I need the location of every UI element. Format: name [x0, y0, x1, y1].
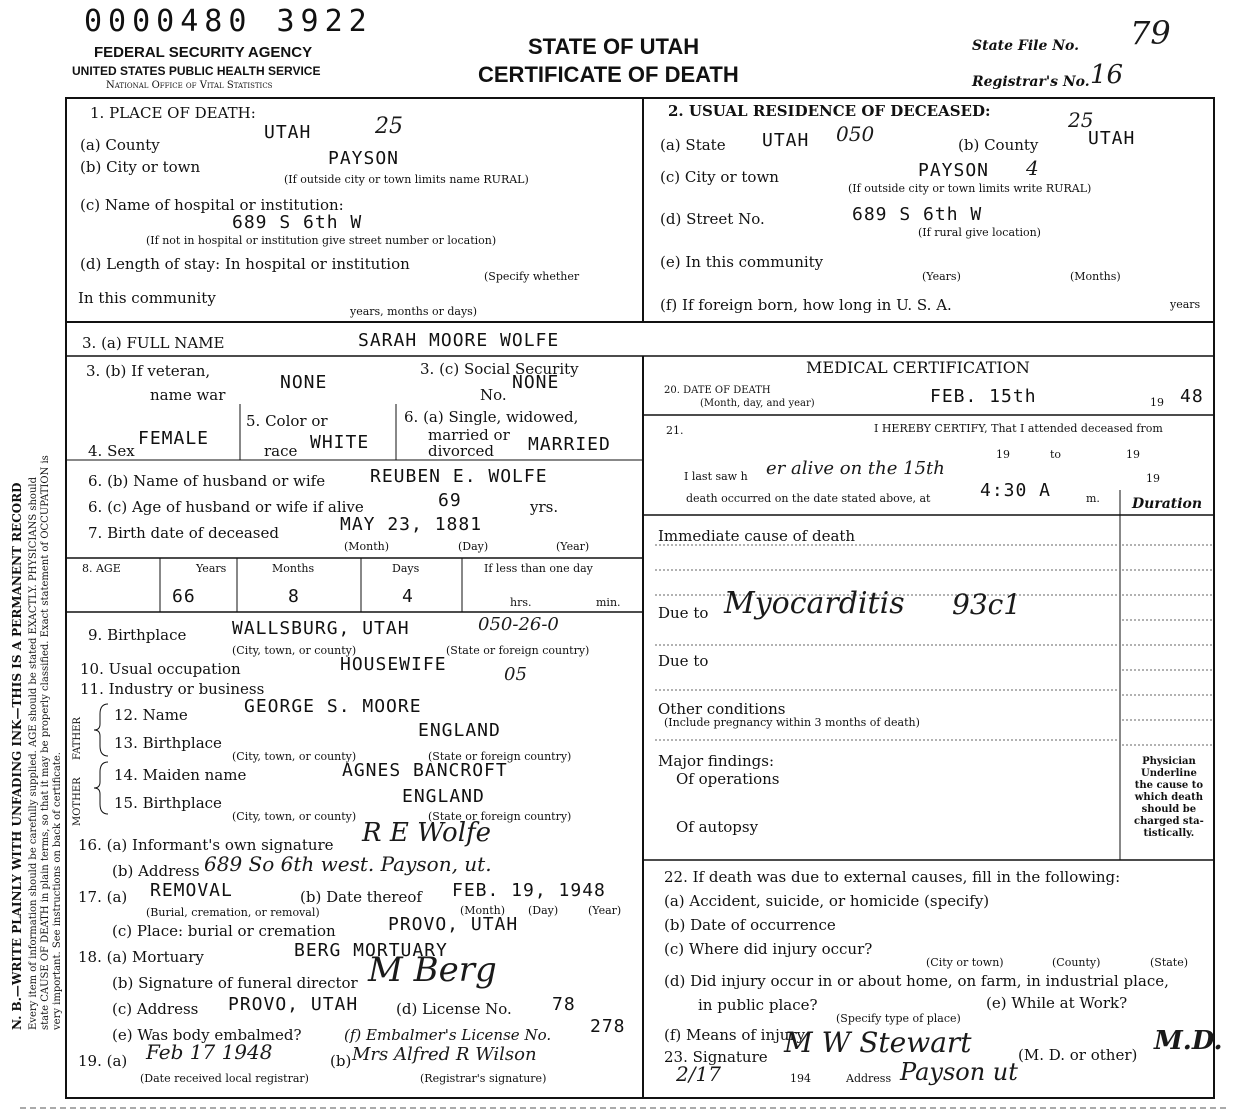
place-hospital-note: (If not in hospital or institution give street number or location) [146, 234, 497, 247]
agency: FEDERAL SECURITY AGENCY [94, 44, 313, 61]
death-year: 48 [1180, 386, 1204, 407]
res-state-code: 050 [836, 122, 875, 146]
physician-note-7: tistically. [1143, 828, 1195, 839]
birth-day-label: (Day) [458, 540, 489, 553]
registrar-number-value: 16 [1090, 60, 1124, 90]
attended-to-label: to [1050, 448, 1062, 461]
mother-name-label: 14. Maiden name [114, 766, 247, 784]
major-findings-label: Major findings: [658, 752, 775, 770]
informant-address: 689 So 6th west. Payson, ut. [204, 852, 492, 876]
res-state: UTAH [762, 130, 810, 151]
physician-address: Payson ut [900, 1058, 1018, 1086]
burial-place: PROVO, UTAH [388, 914, 519, 935]
physician-note-4: which death [1134, 792, 1204, 803]
office: National Office of Vital Statistics [106, 80, 273, 91]
res-foreign-label: (f) If foreign born, how long in U. S. A. [660, 296, 952, 314]
physician-note-2: Underline [1140, 768, 1197, 779]
father-birthplace: ENGLAND [418, 720, 501, 741]
license-value: 78 [552, 994, 576, 1015]
ssn-label: 3. (c) Social Security [420, 360, 579, 378]
veteran-label: 3. (b) If veteran, [86, 362, 211, 380]
color-sublabel: race [264, 442, 298, 460]
spouse-age-label: 6. (c) Age of husband or wife if alive [88, 498, 364, 516]
place-county-label: (a) County [80, 136, 160, 154]
time-m: m. [1086, 492, 1100, 505]
res-street: 689 S 6th W [852, 204, 983, 225]
physician-note-3: the cause to [1134, 780, 1204, 791]
color-label: 5. Color or [246, 412, 328, 430]
certify-text: I HEREBY CERTIFY, That I attended deceased from [874, 422, 1163, 435]
sex-label: 4. Sex [88, 442, 135, 460]
funeral-address-label: (c) Address [112, 1000, 199, 1018]
color-value: WHITE [310, 432, 370, 453]
embalmed-label: (e) Was body embalmed? [112, 1026, 302, 1044]
father-city-note: (City, town, or county) [232, 750, 357, 763]
physician-note-6: charged sta- [1134, 816, 1204, 827]
death-occurred-label: death occurred on the date stated above, at [686, 492, 931, 505]
last-saw-value: er alive on the 15th [766, 458, 945, 479]
veteran-value: NONE [280, 372, 328, 393]
res-city-code: 4 [1026, 156, 1039, 180]
father-name: GEORGE S. MOORE [244, 696, 422, 717]
ssn-sublabel: No. [480, 386, 507, 404]
due-to-2-label: Due to [658, 652, 709, 670]
registrar-number-label: Registrar's No. [972, 74, 1090, 90]
operations-label: Of operations [676, 770, 780, 788]
burial-note: (Burial, cremation, or removal) [146, 906, 320, 919]
physician-address-label: Address [846, 1072, 892, 1085]
place-community-note: years, months or days) [350, 305, 478, 318]
death-year-prefix: 19 [1150, 396, 1164, 409]
ssn-value: NONE [512, 372, 560, 393]
birth-month-label: (Month) [344, 540, 390, 553]
external-d1: (d) Did injury occur in or about home, on farm, in industrial place, [664, 972, 1169, 990]
marital-sublabel-2: divorced [428, 442, 494, 460]
physician-note-5: should be [1141, 804, 1197, 815]
signature-year: 194 [790, 1072, 811, 1085]
res-city-note: (If outside city or town limits write RURAL) [848, 182, 1092, 195]
father-birthplace-label: 13. Birthplace [114, 734, 222, 752]
age-months: 8 [288, 586, 300, 607]
removal-month-label: (Month) [460, 904, 506, 917]
place-county-code: 25 [375, 114, 403, 139]
item-21: 21. [666, 424, 684, 437]
other-conditions-label: Other conditions [658, 700, 786, 718]
age-days-header: Days [392, 562, 420, 575]
age-years: 66 [172, 586, 196, 607]
residence-heading: 2. USUAL RESIDENCE OF DECEASED: [668, 102, 991, 120]
signature-label: 23. Signature [664, 1048, 768, 1066]
father-name-label: 12. Name [114, 706, 188, 724]
registrar-note: (Registrar's signature) [420, 1072, 547, 1085]
birth-label: 7. Birth date of deceased [88, 524, 279, 542]
funeral-address: PROVO, UTAH [228, 994, 359, 1015]
occupation: HOUSEWIFE [340, 654, 447, 675]
place-city-note: (If outside city or town limits name RURAL) [284, 173, 529, 186]
physician-note-1: Physician [1142, 756, 1196, 767]
removal-day-label: (Day) [528, 904, 559, 917]
physician-note [1134, 756, 1204, 840]
res-community-label: (e) In this community [660, 253, 824, 271]
immediate-cause-label: Immediate cause of death [658, 527, 856, 545]
signature-date: 2/17 [676, 1062, 721, 1086]
marital-sublabel-1: married or [428, 426, 510, 444]
received-label: 19. (a) [78, 1052, 128, 1070]
marital-value: MARRIED [528, 434, 611, 455]
res-street-note: (If rural give location) [918, 226, 1041, 239]
place-community-label: In this community [78, 289, 216, 307]
father-label: FATHER [72, 717, 83, 760]
other-conditions-note: (Include pregnancy within 3 months of death) [664, 716, 920, 729]
place-city: PAYSON [328, 148, 400, 169]
mother-label: MOTHER [72, 777, 83, 826]
state-title: STATE OF UTAH [528, 34, 700, 59]
place-county: UTAH [264, 122, 312, 143]
mortuary: BERG MORTUARY [294, 940, 448, 961]
industry-label: 11. Industry or business [80, 680, 265, 698]
removal-label: 17. (a) [78, 888, 128, 906]
duration-header: Duration [1132, 496, 1203, 512]
res-county-code: 25 [1068, 108, 1094, 132]
place-hospital: 689 S 6th W [232, 212, 363, 233]
res-street-label: (d) Street No. [660, 210, 765, 228]
autopsy-label: Of autopsy [676, 818, 759, 836]
service: UNITED STATES PUBLIC HEALTH SERVICE [72, 64, 321, 78]
attended-from-year: 19 [996, 448, 1010, 461]
date-of-death-note: (Month, day, and year) [700, 398, 815, 409]
place-city-label: (b) City or town [80, 158, 201, 176]
place-stay-label: (d) Length of stay: In hospital or institution [80, 255, 410, 273]
state-file-label: State File No. [972, 38, 1080, 54]
res-state-label: (a) State [660, 136, 726, 154]
side-note-2: state CAUSE OF DEATH in plain terms, so that it may be properly classified. Exact statement of OCCUPATION is [40, 455, 51, 1030]
md-label: (M. D. or other) [1018, 1046, 1138, 1064]
cause-of-death: Myocarditis [724, 586, 905, 621]
sex-value: FEMALE [138, 428, 210, 449]
due-to-1-label: Due to [658, 604, 709, 622]
spouse-age: 69 [438, 490, 462, 511]
res-county: UTAH [1088, 128, 1136, 149]
informant-address-label: (b) Address [112, 862, 200, 880]
director-label: (b) Signature of funeral director [112, 974, 358, 992]
last-saw-label: I last saw h [684, 470, 748, 483]
removal-date-label: (b) Date thereof [300, 888, 422, 906]
time-of-death: 4:30 A [980, 480, 1052, 501]
birthplace: WALLSBURG, UTAH [232, 618, 410, 639]
external-f: (f) Means of injury [664, 1026, 806, 1044]
marital-label: 6. (a) Single, widowed, [404, 408, 579, 426]
removal-date: FEB. 19, 1948 [452, 880, 606, 901]
received-date: Feb 17 1948 [146, 1040, 273, 1064]
res-city: PAYSON [918, 160, 990, 181]
spouse-name: REUBEN E. WOLFE [370, 466, 548, 487]
age-hrs: hrs. [510, 596, 532, 609]
birth-date: MAY 23, 1881 [340, 514, 483, 535]
mother-name: AGNES BANCROFT [342, 760, 508, 781]
mother-birthplace-label: 15. Birthplace [114, 794, 222, 812]
res-foreign-years: years [1170, 298, 1201, 311]
attended-to-year: 19 [1126, 448, 1140, 461]
removal-year-label: (Year) [588, 904, 622, 917]
informant-signature: R E Wolfe [362, 818, 492, 848]
mother-city-note: (City, town, or county) [232, 810, 357, 823]
director-signature: M Berg [368, 950, 497, 990]
removal-value: REMOVAL [150, 880, 233, 901]
occupation-code: 05 [504, 664, 527, 685]
age-days: 4 [402, 586, 414, 607]
date-of-death: FEB. 15th [930, 386, 1037, 407]
side-note-ink: N. B.—WRITE PLAINLY WITH UNFADING INK—THIS IS A PERMANENT RECORD [10, 482, 24, 1030]
external-state-note: (State) [1150, 956, 1189, 969]
birth-year-label: (Year) [556, 540, 590, 553]
external-b: (b) Date of occurrence [664, 916, 836, 934]
informant-label: 16. (a) Informant's own signature [78, 836, 334, 854]
res-years-label: (Years) [922, 270, 961, 283]
physician-signature: M W Stewart [784, 1026, 972, 1059]
external-e: (e) While at Work? [986, 994, 1128, 1012]
side-note-3: very important. See instructions on back of certificate. [52, 752, 63, 1030]
age-label: 8. AGE [82, 562, 121, 575]
occupation-label: 10. Usual occupation [80, 660, 241, 678]
mother-state-note: (State or foreign country) [428, 810, 572, 823]
md-handwritten: M.D. [1154, 1026, 1223, 1056]
external-d2: in public place? [698, 996, 818, 1014]
burial-place-label: (c) Place: burial or cremation [112, 922, 336, 940]
birthplace-code: 050-26-0 [478, 614, 559, 635]
date-of-death-label: 20. DATE OF DEATH [664, 385, 771, 396]
state-file-value: 79 [1130, 14, 1171, 52]
place-stay-note: (Specify whether [484, 270, 580, 283]
birthplace-state-note: (State or foreign country) [446, 644, 590, 657]
place-heading: 1. PLACE OF DEATH: [90, 104, 256, 122]
age-months-header: Months [272, 562, 315, 575]
external-county-note: (County) [1052, 956, 1101, 969]
name-label: 3. (a) FULL NAME [82, 334, 225, 352]
res-city-label: (c) City or town [660, 168, 779, 186]
last-saw-year: 19 [1146, 472, 1160, 485]
external-a: (a) Accident, suicide, or homicide (specify) [664, 892, 990, 910]
received-note: (Date received local registrar) [140, 1072, 309, 1085]
mortuary-label: 18. (a) Mortuary [78, 948, 204, 966]
res-county-label: (b) County [958, 136, 1039, 154]
cause-code: 93c1 [952, 588, 1022, 621]
age-less-header: If less than one day [484, 562, 593, 575]
side-note-1: Every item of information should be carefully supplied. AGE should be stated EXACTLY. PHYSICIANS should [28, 477, 39, 1030]
embalmer-license: 278 [590, 1016, 626, 1037]
birthplace-label: 9. Birthplace [88, 626, 187, 644]
serial-number: 0000480 3922 [84, 4, 373, 39]
medical-heading: MEDICAL CERTIFICATION [806, 358, 1030, 377]
spouse-label: 6. (b) Name of husband or wife [88, 472, 326, 490]
registrar-sig-label: (b) [330, 1052, 352, 1070]
full-name: SARAH MOORE WOLFE [358, 330, 560, 351]
external-c: (c) Where did injury occur? [664, 940, 873, 958]
birthplace-city-note: (City, town, or county) [232, 644, 357, 657]
res-months-label: (Months) [1070, 270, 1121, 283]
mother-birthplace: ENGLAND [402, 786, 485, 807]
age-min: min. [596, 596, 621, 609]
embalmer-license-label: (f) Embalmer's License No. [344, 1026, 552, 1044]
certificate-title: CERTIFICATE OF DEATH [478, 62, 739, 87]
external-city-note: (City or town) [926, 956, 1004, 969]
place-hospital-label: (c) Name of hospital or institution: [80, 196, 344, 214]
external-type-note: (Specify type of place) [836, 1012, 961, 1025]
father-state-note: (State or foreign country) [428, 750, 572, 763]
license-label: (d) License No. [396, 1000, 512, 1018]
registrar-signature: Mrs Alfred R Wilson [352, 1044, 537, 1065]
veteran-sublabel: name war [150, 386, 226, 404]
age-years-header: Years [196, 562, 227, 575]
external-heading: 22. If death was due to external causes, fill in the following: [664, 868, 1121, 886]
spouse-age-yrs: yrs. [530, 498, 559, 516]
